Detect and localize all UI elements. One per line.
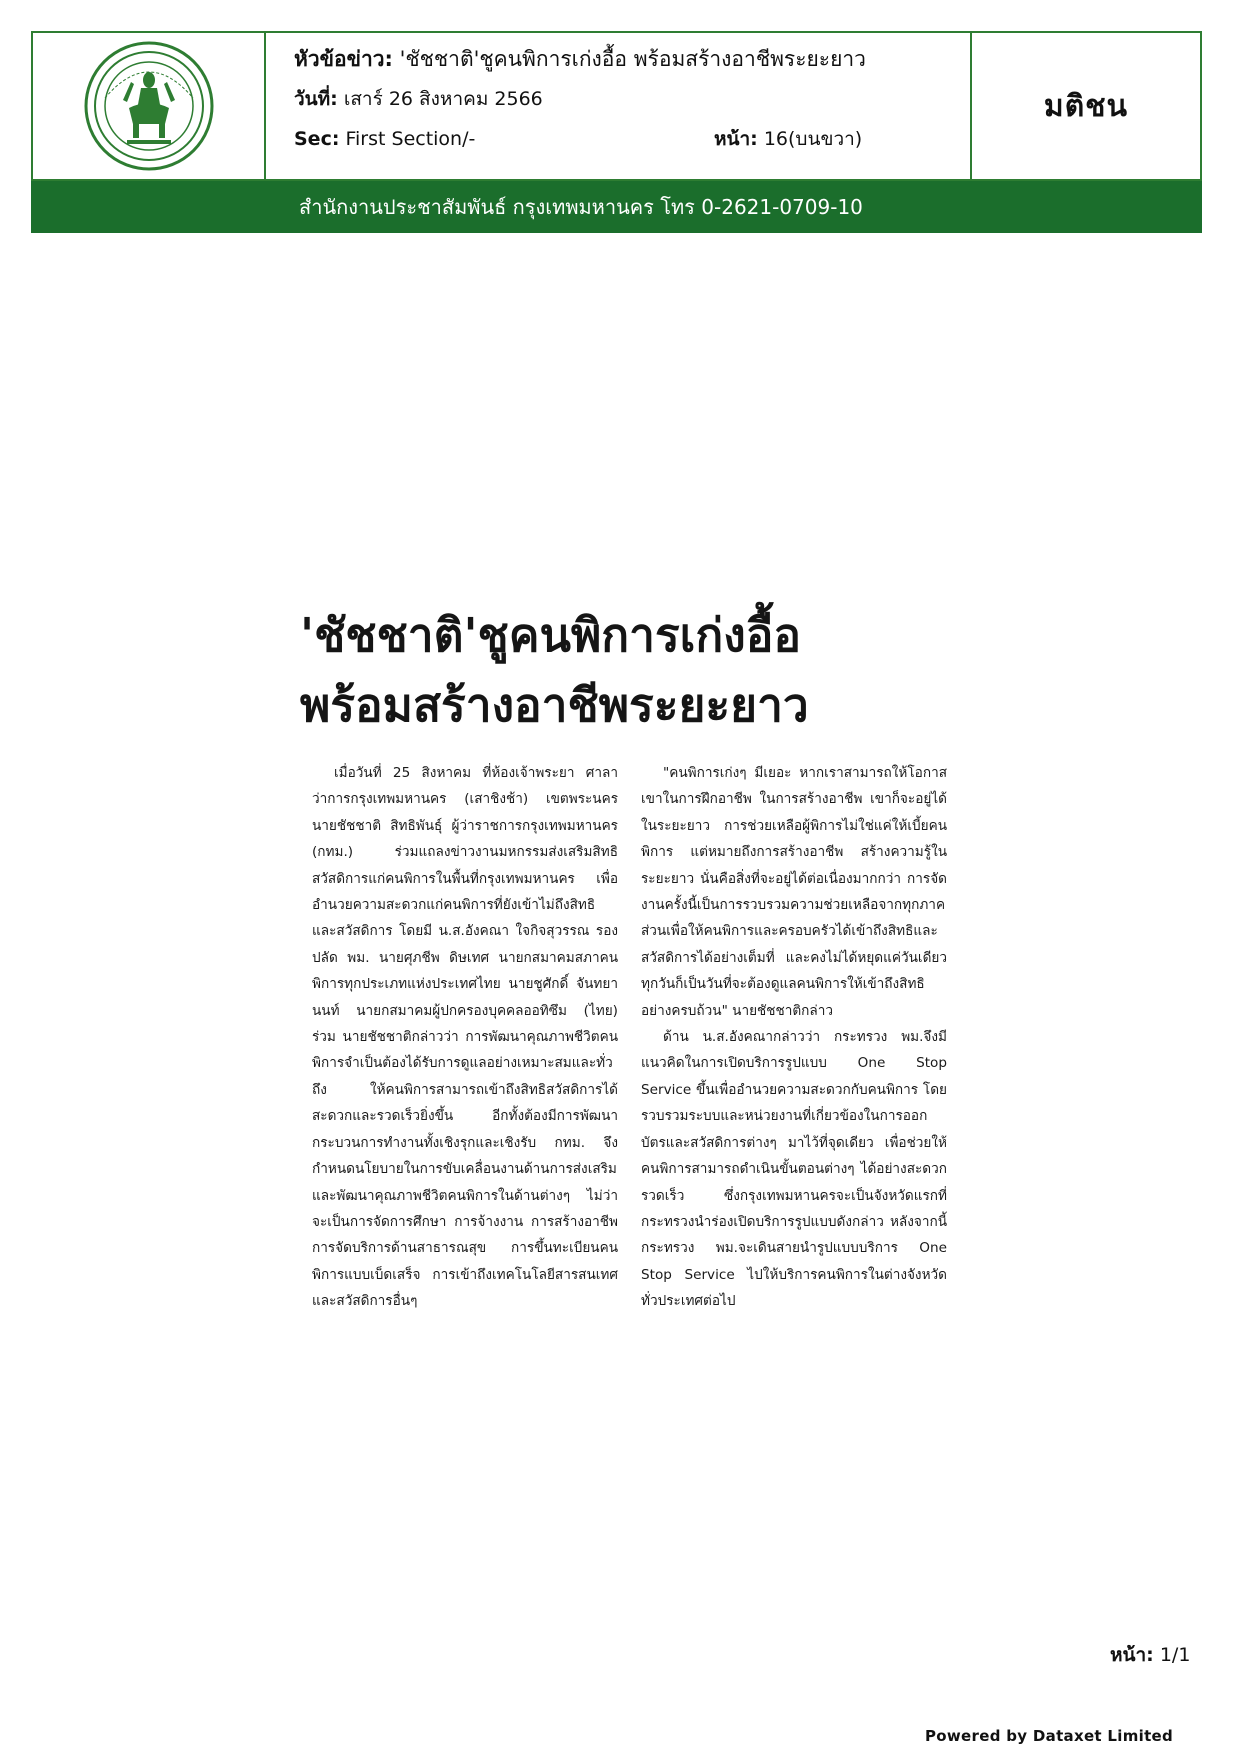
newspaper-cell [972,33,1200,179]
article-paragraph: ด้าน น.ส.อังคณากล่าวว่า กระทรวง พม.จึงมีแนวคิดในการเปิดบริการรูปแบบ One Stop Service ขึ้นเพื่ออำนวยความสะดวกกับคนพิการ โดยรวบรวมระบบและหน่วยงานที่เกี่ยวข้องในการออกบัตรและสวัสดิการต่างๆ มาไว้ที่จุดเดียว เพื่อช่วยให้คนพิการสามารถดำเนินขั้นตอนต่างๆ ได้อย่างสะดวก รวดเร็ว ซึ่งกรุงเทพมหานครจะเป็นจังหวัดแรกที่กระทรวงนำร่องเปิดบริการรูปแบบดังกล่าว หลังจากนี้กระทรวง พม.จะเดินสายนำรูปแบบบริการ One Stop Service ไปให้บริการคนพิการในต่างจังหวัดทั่วประเทศต่อไป [641,1029,947,1310]
organization-bar: สำนักงานประชาสัมพันธ์ กรุงเทพมหานคร โทร 0-2621-0709-10 [31,181,1202,233]
section-value: First Section/- [345,128,476,150]
clipping-info [266,33,972,179]
page-label: หน้า: [714,128,758,150]
article-title-line-2: พร้อมสร้างอาชีพระยะยาว [300,678,809,732]
date-row [294,87,970,111]
section-row [294,127,970,151]
article-column-left [312,760,618,1315]
section-label: Sec: [294,128,340,150]
headline-value: 'ชัชชาติ'ชูคนพิการเก่งอื้อ พร้อมสร้างอาชีพระยะยาว [399,47,866,71]
article-paragraph: "คนพิการเก่งๆ มีเยอะ หากเราสามารถให้โอกาสเขาในการฝึกอาชีพ ในการสร้างอาชีพ เขาก็จะอยู่ได้ในระยะยาว การช่วยเหลือผู้พิการไม่ใช่แค่ให้เบี้ยคนพิการ แต่หมายถึงการสร้างอาชีพ สร้างความรู้ในระยะยาว นั่นคือสิ่งที่จะอยู่ได้ต่อเนื่องมากกว่า การจัดงานครั้งนี้เป็นการรวบรวมความช่วยเหลือจากทุกภาคส่วนเพื่อให้คนพิการและครอบครัวได้เข้าถึงสิทธิและสวัสดิการได้อย่างเต็มที่ และคงไม่ได้หยุดแค่วันเดียว ทุกวันก็เป็นวันที่จะต้องดูแลคนพิการให้เข้าถึงสิทธิอย่างครบถ้วน" นายชัชชาติกล่าว [641,765,947,1019]
page-count-label: หน้า: [1110,1644,1154,1666]
headline-label: หัวข้อข่าว: [294,47,393,71]
page-reference [714,127,862,151]
powered-by: Powered by Dataxet Limited [925,1727,1174,1745]
logo-cell [33,33,266,179]
date-value: เสาร์ 26 สิงหาคม 2566 [343,88,543,110]
date-label: วันที่: [294,88,338,110]
article-title-line-1: 'ชัชชาติ'ชูคนพิการเก่งอื้อ [300,608,801,662]
clipping-header [31,31,1202,181]
bangkok-seal-icon [83,40,215,172]
article-title [300,600,1000,740]
page-value: 16(บนขวา) [763,128,863,150]
headline-row [294,47,970,71]
page-count-value: 1/1 [1159,1644,1191,1666]
article-column-right [641,760,947,1315]
page-count [1110,1640,1190,1670]
newspaper-name: มติชน [1043,88,1129,124]
article-paragraph: เมื่อวันที่ 25 สิงหาคม ที่ห้องเจ้าพระยา ศาลาว่าการกรุงเทพมหานคร (เสาชิงช้า) เขตพระนคร นายชัชชาติ สิทธิพันธุ์ ผู้ว่าราชการกรุงเทพมหานคร (กทม.) ร่วมแถลงข่าวงานมหกรรมส่งเสริมสิทธิสวัสดิการแก่คนพิการในพื้นที่กรุงเทพมหานคร เพื่ออำนวยความสะดวกแก่คนพิการที่ยังเข้าไม่ถึงสิทธิและสวัสดิการ โดยมี น.ส.อังคณา ใจกิจสุวรรณ รองปลัด พม. นายศุภชีพ ดิษเทศ นายกสมาคมสภาคนพิการทุกประเภทแห่งประเทศไทย นายชูศักดิ์ จันทยานนท์ นายกสมาคมผู้ปกครองบุคคลออทิซึม (ไทย) ร่วม นายชัชชาติกล่าวว่า การพัฒนาคุณภาพชีวิตคนพิการจำเป็นต้องได้รับการดูแลอย่างเหมาะสมและทั่วถึง ให้คนพิการสามารถเข้าถึงสิทธิสวัสดิการได้สะดวกและรวดเร็วยิ่งขึ้น อีกทั้งต้องมีการพัฒนากระบวนการทำงานทั้งเชิงรุกและเชิงรับ กทม. จึงกำหนดนโยบายในการขับเคลื่อนงานด้านการส่งเสริมและพัฒนาคุณภาพชีวิตคนพิการในด้านต่างๆ ไม่ว่าจะเป็นการจัดการศึกษา การจ้างงาน การสร้างอาชีพ การจัดบริการด้านสาธารณสุข การขึ้นทะเบียนคนพิการแบบเบ็ดเสร็จ การเข้าถึงเทคโนโลยีสารสนเทศ และสวัสดิการอื่นๆ [312,765,618,1310]
